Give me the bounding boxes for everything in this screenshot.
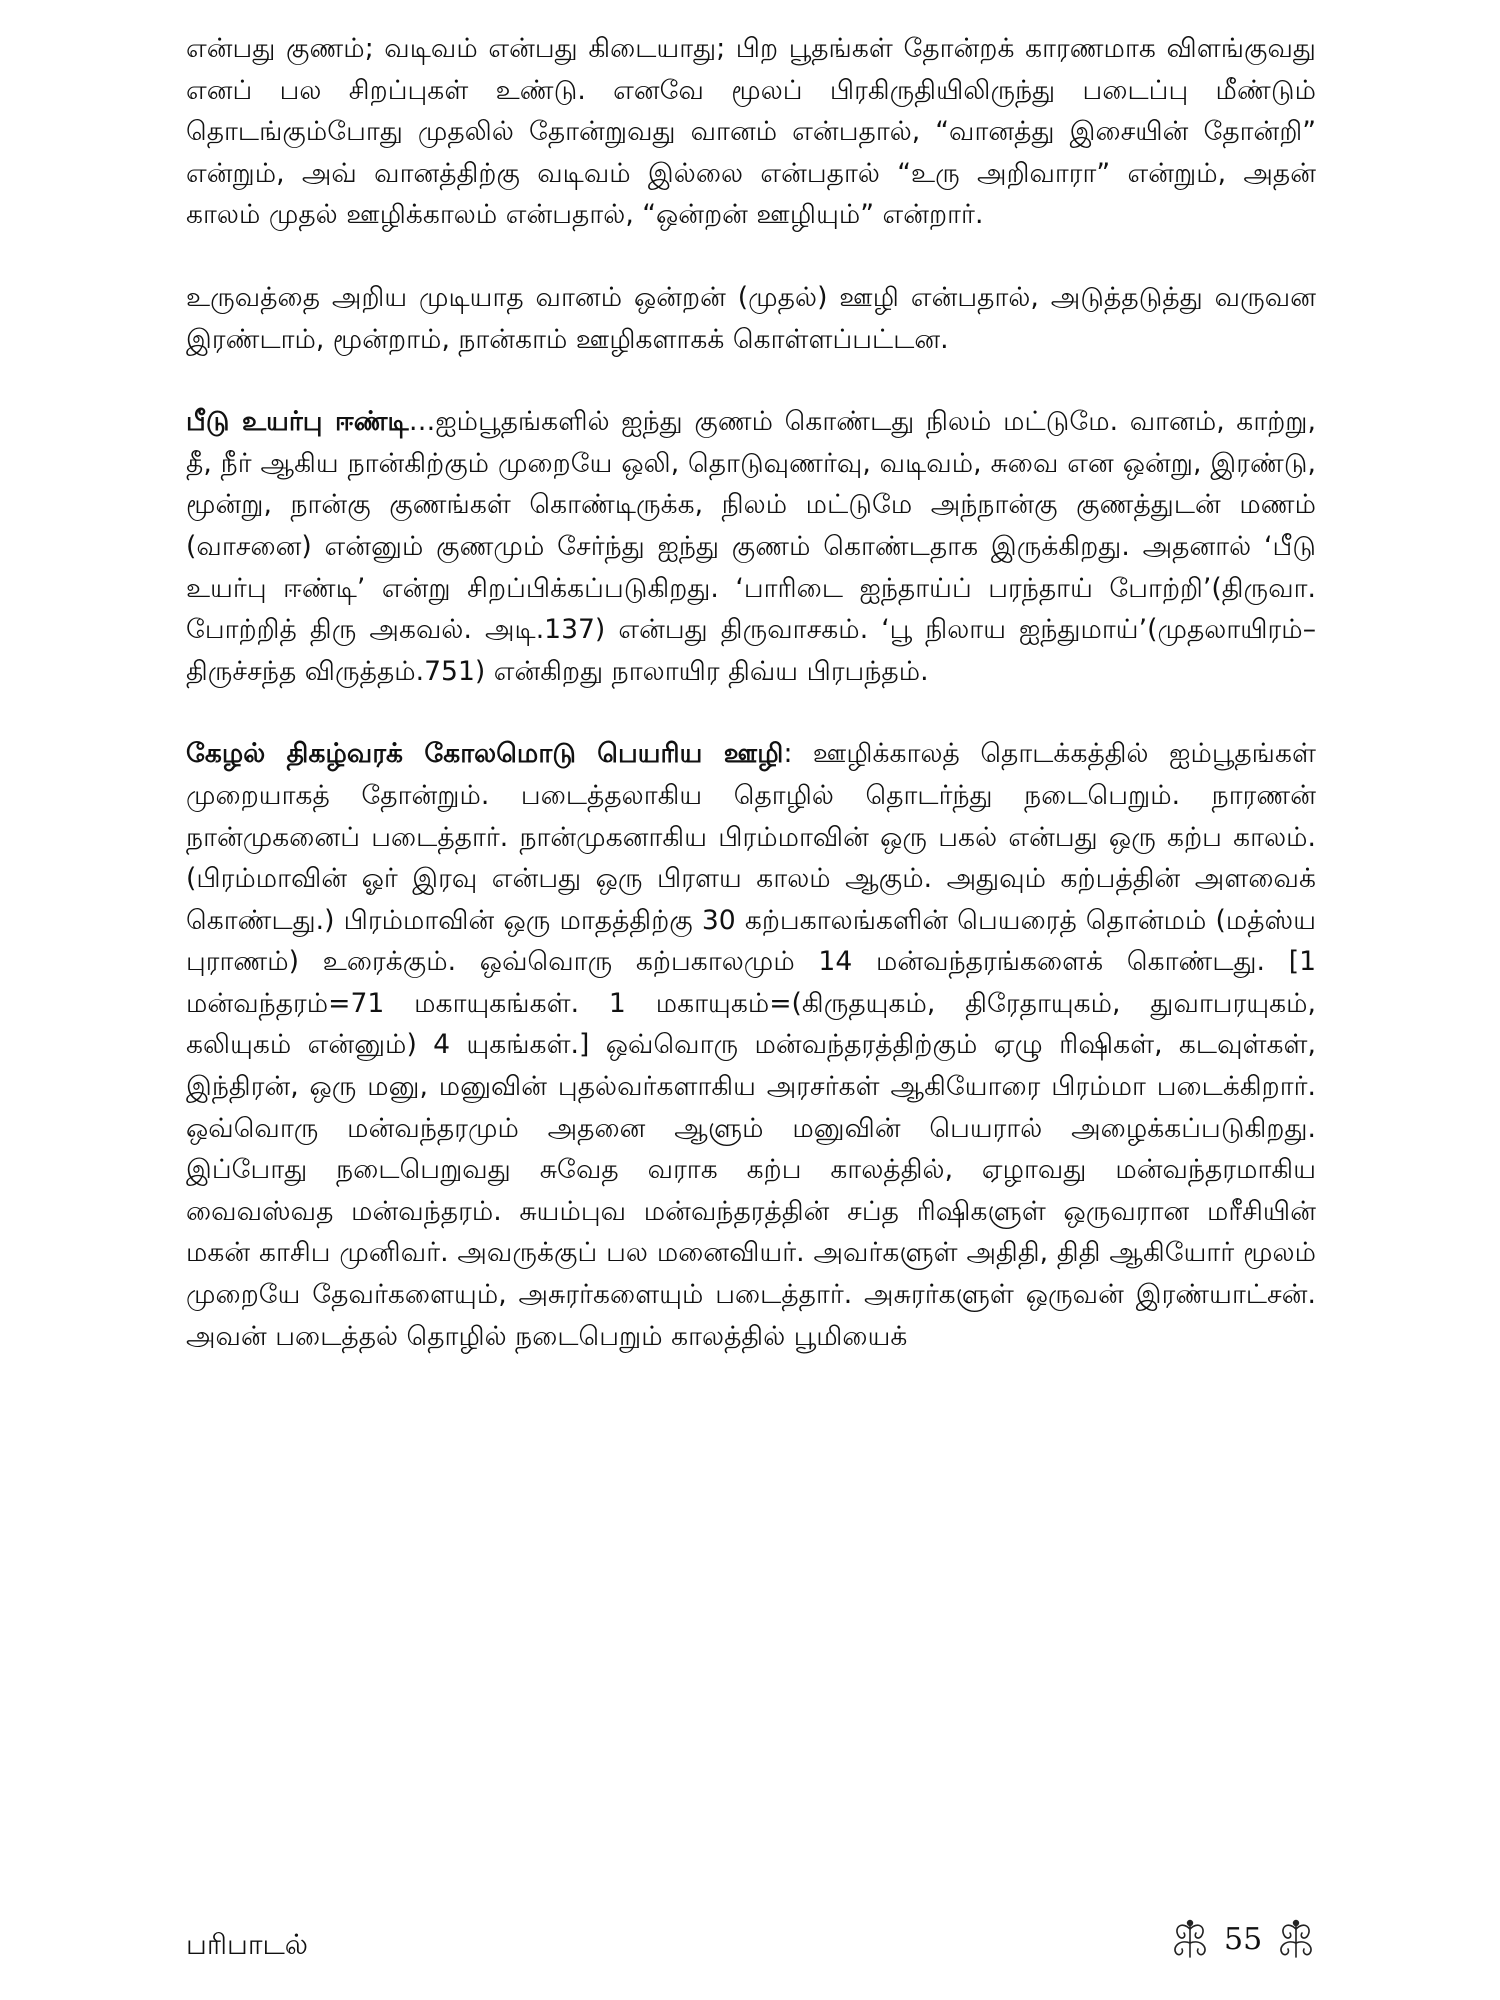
paragraph-3-heading: பீடு உயர்பு ஈண்டி	[186, 406, 409, 438]
paragraph-2	[186, 277, 1316, 360]
paragraph-4	[186, 733, 1316, 1357]
paragraph-3-text: …ஐம்பூதங்களில் ஐந்து குணம் கொண்டது நிலம் மட்டுமே. வானம், காற்று, தீ, நீர் ஆகிய நான்கிற்கும் முறையே ஒலி, தொடுவுணர்வு, வடிவம், சுவை என ஒன்று, இரண்டு, மூன்று, நான்கு குணங்கள் கொண்டிருக்க, நிலம் மட்டுமே அந்நான்கு குணத்துடன் மணம் (வாசனை) என்னும் குணமும் சேர்ந்து ஐந்து குணம் கொண்டதாக இருக்கிறது. அதனால் ‘பீடு உயர்பு ஈண்டி’ என்று சிறப்பிக்கப்படுகிறது. ‘பாரிடை ஐந்தாய்ப் பரந்தாய் போற்றி’(திருவா. போற்றித் திரு அகவல். அடி.137) என்பது திருவாசகம். ‘பூ நிலாய ஐந்துமாய்’(முதலாயிரம்–திருச்சந்த விருத்தம்.751) என்கிறது நாலாயிர திவ்ய பிரபந்தம்.	[186, 406, 1316, 687]
paragraph-4-text: : ஊழிக்காலத் தொடக்கத்தில் ஐம்பூதங்கள் முறையாகத் தோன்றும். படைத்தலாகிய தொழில் தொடர்ந்து நடைபெறும். நாரணன் நான்முகனைப் படைத்தார். நான்முகனாகிய பிரம்மாவின் ஒரு பகல் என்பது ஒரு கற்ப காலம். (பிரம்மாவின் ஓர் இரவு என்பது ஒரு பிரளய காலம் ஆகும். அதுவும் கற்பத்தின் அளவைக் கொண்டது.) பிரம்மாவின் ஒரு மாதத்திற்கு 30 கற்பகாலங்களின் பெயரைத் தொன்மம் (மத்ஸ்ய புராணம்) உரைக்கும். ஒவ்வொரு கற்பகாலமும் 14 மன்வந்தரங்களைக் கொண்டது. [1 மன்வந்தரம்=71 மகாயுகங்கள். 1 மகாயுகம்=(கிருதயுகம், திரேதாயுகம், துவாபரயுகம், கலியுகம் என்னும்) 4 யுகங்கள்.] ஒவ்வொரு மன்வந்தரத்திற்கும் ஏழு ரிஷிகள், கடவுள்கள், இந்திரன், ஒரு மனு, மனுவின் புதல்வர்களாகிய அரசர்கள் ஆகியோரை பிரம்மா படைக்கிறார். ஒவ்வொரு மன்வந்தரமும் அதனை ஆளும் மனுவின் பெயரால் அழைக்கப்படுகிறது. இப்போது நடைபெறுவது சுவேத வராக கற்ப காலத்தில், ஏழாவது மன்வந்தரமாகிய வைவஸ்வத மன்வந்தரம். சுயம்புவ மன்வந்தரத்தின் சப்த ரிஷிகளுள் ஒருவரான மரீசியின் மகன் காசிப முனிவர். அவருக்குப் பல மனைவியர். அவர்களுள் அதிதி, திதி ஆகியோர் மூலம் முறையே தேவர்களையும், அசுரர்களையும் படைத்தார். அசுரர்களுள் ஒருவன் இரண்யாட்சன். அவன் படைத்தல் தொழில் நடைபெறும் காலத்தில் பூமியைக்	[186, 738, 1316, 1352]
page-number-block	[1168, 1917, 1318, 1961]
floral-ornament-left-icon	[1168, 1917, 1212, 1961]
floral-ornament-right-icon	[1274, 1917, 1318, 1961]
paragraph-2-text: உருவத்தை அறிய முடியாத வானம் ஒன்றன் (முதல்) ஊழி என்பதால், அடுத்தடுத்து வருவன இரண்டாம், மூன்றாம், நான்காம் ஊழிகளாகக் கொள்ளப்பட்டன.	[186, 281, 1316, 355]
paragraph-3	[186, 401, 1316, 692]
paragraph-4-heading: கேழல் திகழ்வரக் கோலமொடு பெயரிய ஊழி	[186, 738, 784, 770]
paragraph-1-text: என்பது குணம்; வடிவம் என்பது கிடையாது; பிற பூதங்கள் தோன்றக் காரணமாக விளங்குவது எனப் பல சிறப்புகள் உண்டு. எனவே மூலப் பிரகிருதியிலிருந்து படைப்பு மீண்டும் தொடங்கும்போது முதலில் தோன்றுவது வானம் என்பதால், “வானத்து இசையின் தோன்றி” என்றும், அவ் வானத்திற்கு வடிவம் இல்லை என்பதால் “உரு அறிவாரா” என்றும், அதன் காலம் முதல் ஊழிக்காலம் என்பதால், “ஒன்றன் ஊழியும்” என்றார்.	[186, 33, 1316, 231]
page-number: 55	[1224, 1921, 1263, 1957]
paragraph-1	[186, 28, 1316, 236]
running-footer-title: பரிபாடல்	[186, 1928, 308, 1961]
page-body	[186, 28, 1316, 1357]
